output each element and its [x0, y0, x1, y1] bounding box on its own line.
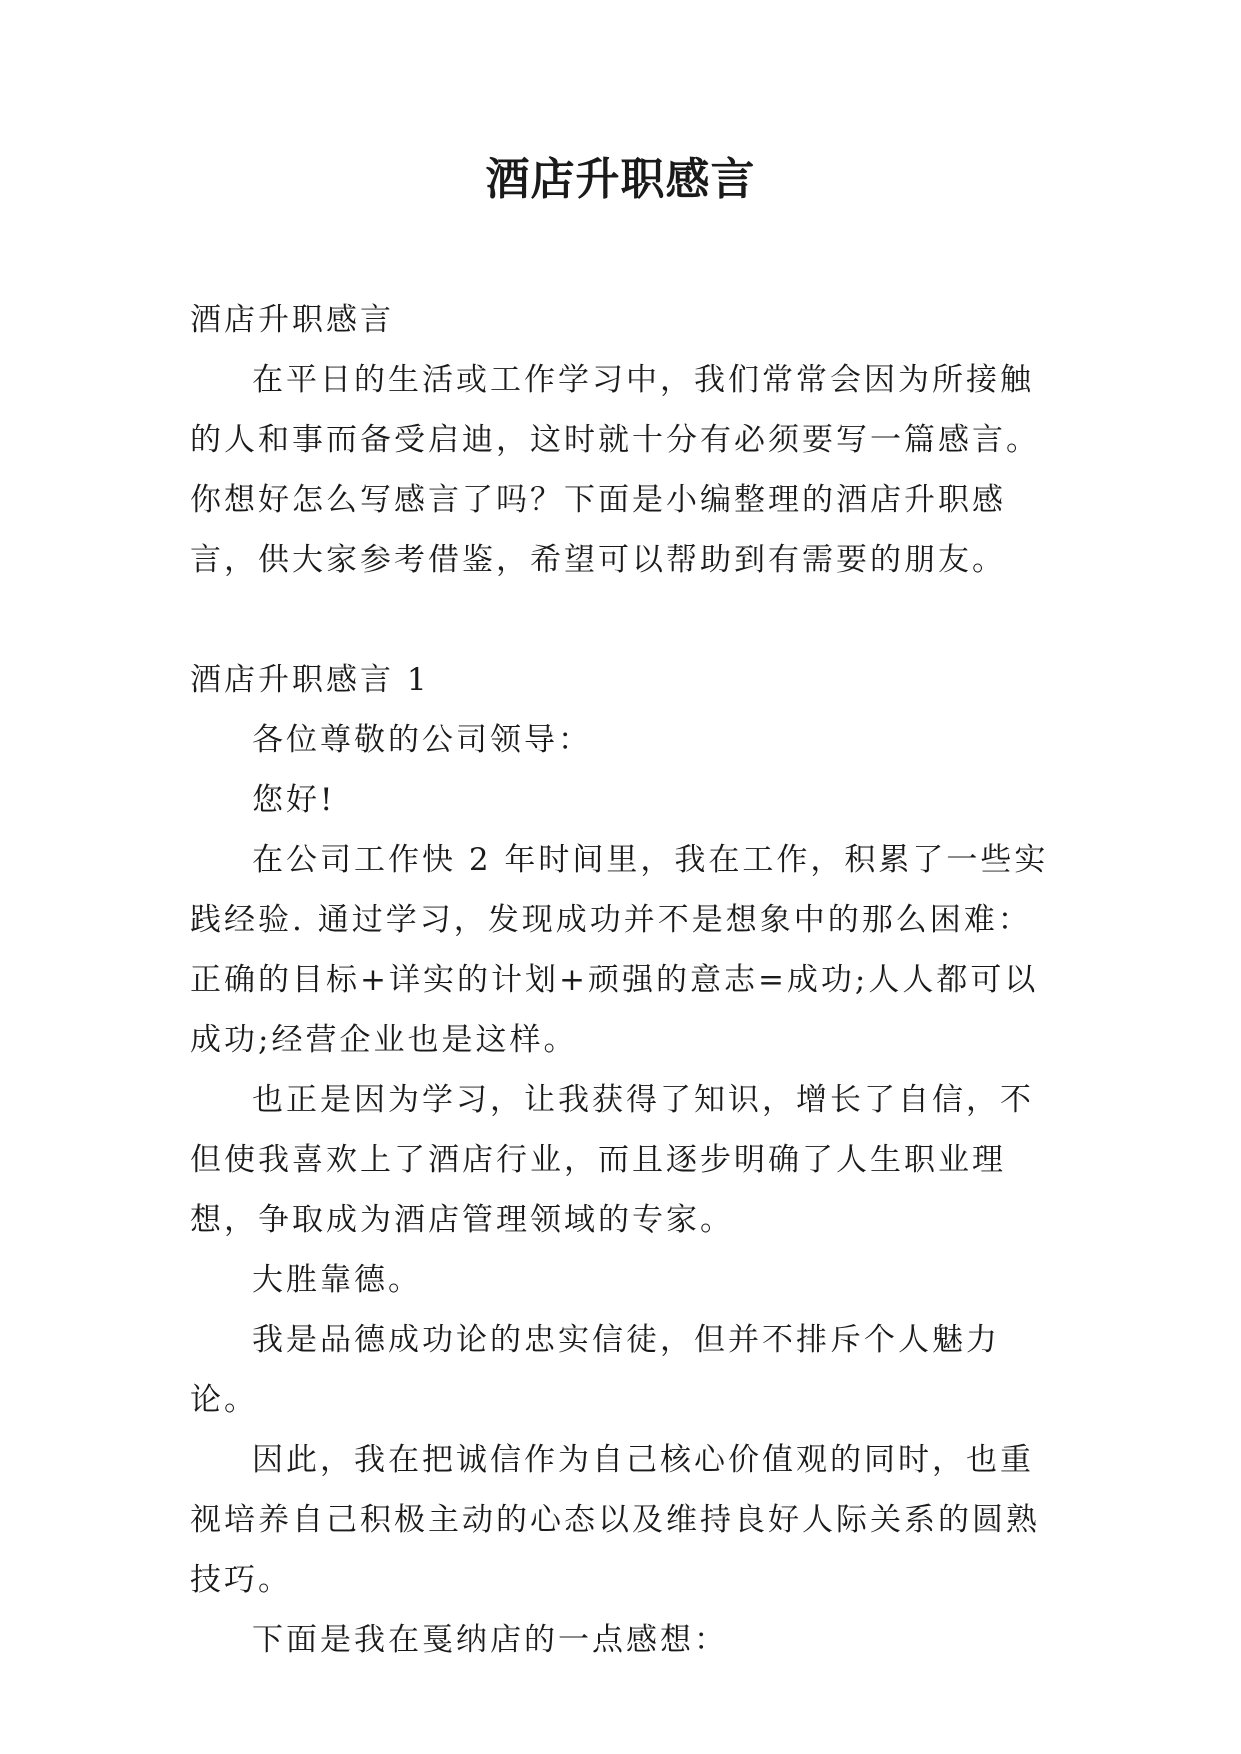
document-body [190, 290, 1050, 1670]
body-paragraph: 因此，我在把诚信作为自己核心价值观的同时，也重视培养自己积极主动的心态以及维持良好人际关系的圆熟技巧。 [190, 1442, 1040, 1598]
intro-paragraph: 在平日的生活或工作学习中，我们常常会因为所接触的人和事而备受启迪，这时就十分有必须要写一篇感言。你想好怎么写感言了吗？下面是小编整理的酒店升职感言，供大家参考借鉴，希望可以帮助到有需要的朋友。 [190, 362, 1040, 578]
salutation: 各位尊敬的公司领导： [252, 722, 592, 758]
body-paragraph: 在公司工作快 2 年时间里，我在工作，积累了一些实践经验. 通过学习，发现成功并不是想象中的那么困难：正确的目标+详实的计划+顽强的意志=成功;人人都可以成功;经营企业也是这样。 [190, 842, 1049, 1058]
body-paragraph: 大胜靠德。 [252, 1262, 422, 1298]
body-paragraph: 也正是因为学习，让我获得了知识，增长了自信，不但使我喜欢上了酒店行业，而且逐步明确了人生职业理想，争取成为酒店管理领域的专家。 [190, 1082, 1034, 1238]
section-heading: 酒店升职感言 [190, 302, 394, 338]
document-title: 酒店升职感言 [485, 154, 756, 205]
body-paragraph: 下面是我在戛纳店的一点感想： [252, 1622, 728, 1658]
body-paragraph: 我是品德成功论的忠实信徒，但并不排斥个人魅力论。 [190, 1322, 1000, 1418]
paragraph-gap [190, 590, 1050, 650]
greeting: 您好! [252, 782, 336, 818]
section-heading-1: 酒店升职感言 1 [190, 662, 430, 698]
